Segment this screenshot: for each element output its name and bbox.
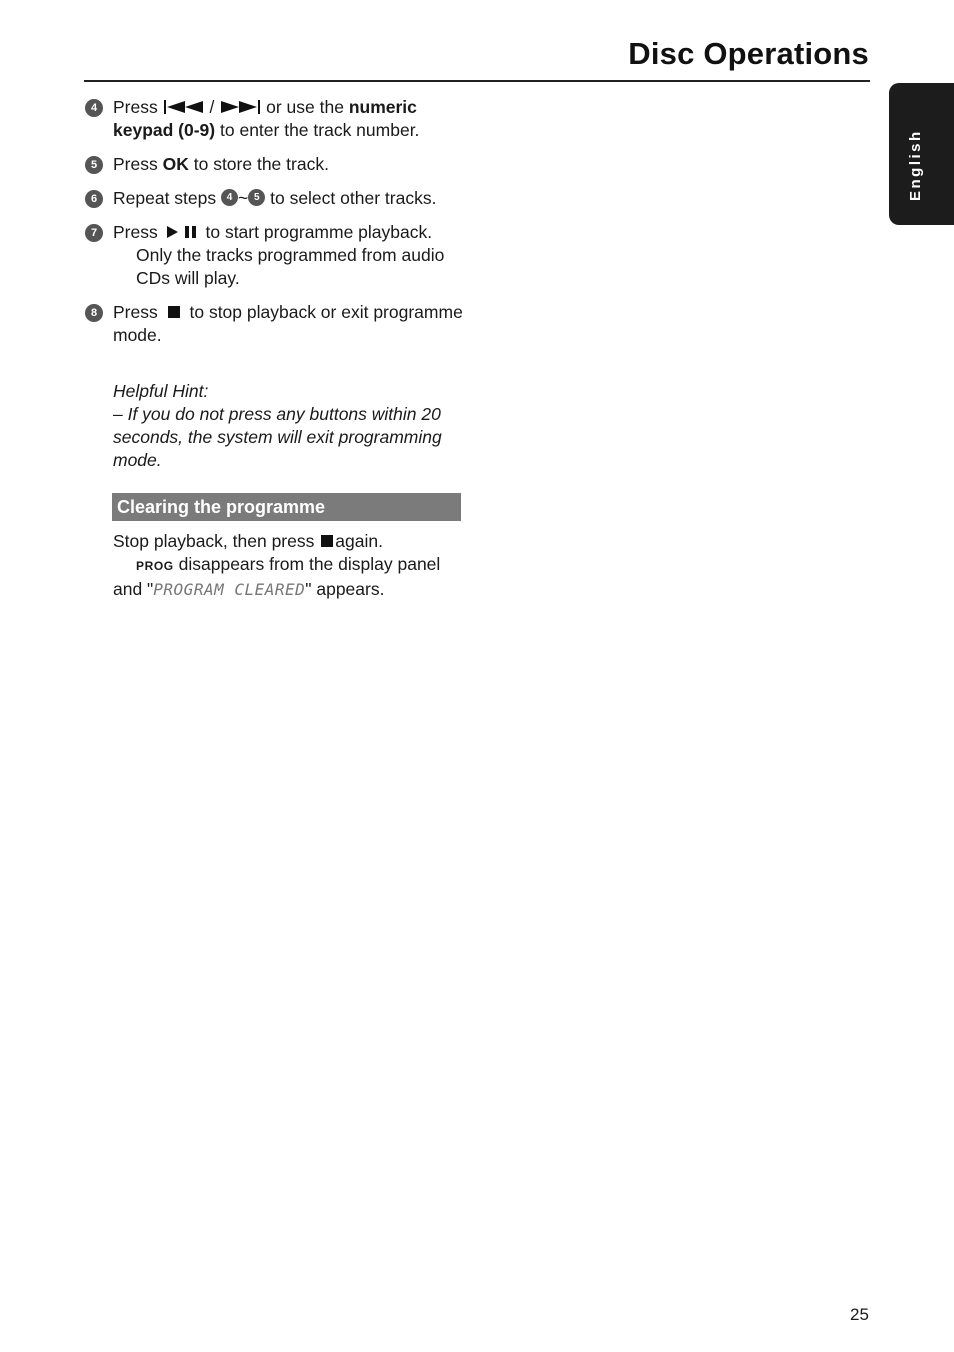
prog-indicator: PROG (136, 559, 174, 573)
hint-text: – If you do not press any buttons within 20 seconds, the system will exit programming mode. (113, 404, 442, 470)
step-number: 7 (85, 224, 103, 242)
step-ref-to: 5 (248, 189, 265, 206)
main-column (84, 96, 464, 601)
step-number: 6 (85, 190, 103, 208)
step-4: 4 Press / or use the numeric keypad (0-9) to enter the track number. (84, 96, 464, 142)
clearing-instructions: Stop playback, then press again. PROG disappears from the display panel and "PROGRAM CLEARED" appears. (113, 531, 441, 599)
step-ref-from: 4 (221, 189, 238, 206)
stop-icon (163, 304, 185, 320)
hint-title: Helpful Hint: (113, 381, 209, 401)
next-track-icon (219, 99, 261, 115)
section-heading-clearing: Clearing the programme (112, 493, 461, 521)
step-7: 7 Press to start programme playback. Only the tracks programmed from audio CDs will play. (84, 221, 464, 290)
lcd-display-text: PROGRAM CLEARED (153, 580, 306, 599)
page-number: 25 (850, 1305, 869, 1324)
step-number: 8 (85, 304, 103, 322)
header-divider (84, 80, 870, 82)
step-8: 8 Press to stop playback or exit programme mode. (84, 301, 464, 347)
step-number: 4 (85, 99, 103, 117)
page-title: Disc Operations (628, 36, 869, 71)
stop-icon (319, 533, 335, 549)
step-number: 5 (85, 156, 103, 174)
language-tab (889, 83, 954, 225)
step-6: 6 Repeat steps 4 ~ 5 to select other tracks. (84, 187, 464, 210)
play-pause-icon (163, 224, 201, 240)
previous-track-icon (163, 99, 205, 115)
language-tab-label: English (907, 129, 924, 201)
helpful-hint (84, 380, 464, 472)
step-5: 5 Press OK to store the track. (84, 153, 464, 176)
